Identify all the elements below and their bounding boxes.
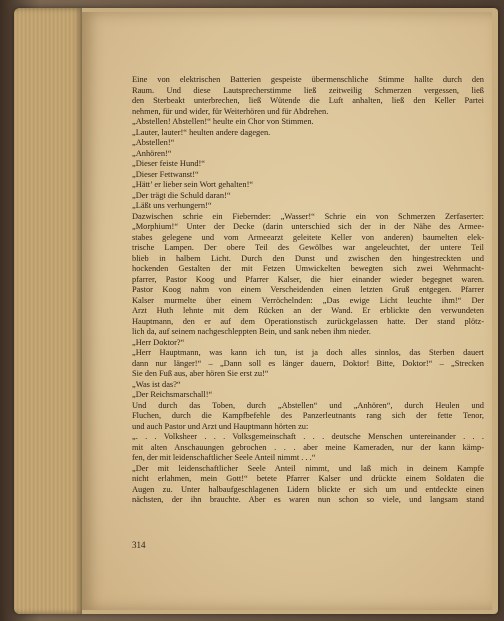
text-line: Raum. Und diese Lautsprecherstimme ließ zeitweilig Schmerzen vergessen, ließ (132, 85, 484, 95)
page-text (132, 75, 484, 506)
text-line: Arzt Huth lehnte mit dem Rücken an der Wand. Er erblickte den verwundeten (132, 306, 484, 315)
text-line: „Der mit leidenschaftlicher Seele Anteil nimmt, und laß mich in deinem Kampfe (132, 463, 484, 473)
text-line: „Anhören!“ (132, 148, 172, 158)
page-edges (14, 8, 82, 614)
text-line: blieb in halbem Licht. Durch den Dunst und zwischen den hingestreckten und (132, 253, 484, 263)
text-line: Eine von elektrischen Batterien gespeiste übermenschliche Stimme hallte durch den (132, 75, 484, 84)
text-line: trische Lampen. Der obere Teil des Gewölbes war angeleuchtet, der untere Teil (132, 243, 484, 252)
text-line: mit alten Anschauungen gebrochen . . . aber meine Kameraden, nur der kann kämp- (132, 442, 484, 452)
text-line: „. . . Volksheer . . . Volksgemeinschaft . . . deutsche Menschen untereinander . . . (132, 432, 484, 441)
text-line: nehmen, für und wider, für Weiterhören und für Abdrehen. (132, 106, 329, 116)
text-line: hockenden Gestalten der mit Fetzen Umwickelten bewegten sich zwei Wehrmacht- (132, 264, 484, 273)
text-line: nächsten, der ihn brauchte. Aber es waren nun schon so viele, und langsam stand (132, 495, 484, 504)
text-line: dann nur länger!“ – „Dann soll es länger dauern, Doktor! Bitte, Doktor!“ – „Strecken (132, 358, 484, 368)
text-line: fen, der mit leidenschaftlicher Seele Anteil nimmt . . .“ (132, 453, 316, 462)
open-book (14, 8, 498, 614)
text-line: „Hätt’ er lieber sein Wort gehalten!“ (132, 180, 254, 189)
text-line: „Herr Hauptmann, was kann ich tun, ist ja doch alles sinnlos, das Sterben dauert (132, 348, 484, 357)
text-line: „Was ist das?“ (132, 379, 181, 389)
text-line: lich da, auf seinem nachgeschleppten Bein, und sank neben ihm nieder. (132, 327, 371, 336)
text-line: pfarrer, Pastor Koog und Pfarrer Kalser, die hier einander wieder begegnet waren. (132, 274, 484, 284)
text-line: Und durch das Toben, durch „Abstellen“ und „Anhören“, durch Heulen und (132, 400, 484, 410)
text-line: und auch Pastor und Arzt und Hauptmann hörten zu: (132, 421, 309, 431)
text-line: „Abstellen!“ (132, 138, 175, 147)
text-line: Sie den Fuß aus, aber hören Sie erst zu!“ (132, 369, 269, 378)
text-line: Pastor Koog nahm von einem Verscheidenden einen letzten Gruß entgegen. Pfarrer (132, 285, 484, 294)
text-line: „Der Reichsmarschall!“ (132, 390, 213, 399)
book-page (82, 12, 492, 610)
text-line: „Abstellen! Abstellen!“ heulte ein Chor von Stimmen. (132, 117, 314, 126)
text-line: Augen zu. Unter halbaufgeschlagenen Lidern blickte er sich um und entdeckte einen (132, 484, 484, 494)
page-number: 314 (132, 540, 146, 550)
text-line: „Dieser feiste Hund!“ (132, 159, 206, 168)
text-line: Dazwischen schrie ein Fiebernder: „Wasser!“ Schrie ein von Schmerzen Zerfaserter: (132, 211, 484, 221)
text-line: „Der trägt die Schuld daran!“ (132, 190, 231, 200)
text-line: „Herr Doktor?“ (132, 337, 185, 347)
text-line: „Dieser Fettwanst!“ (132, 169, 199, 179)
text-line: nicht erlahmen, mein Gott!“ betete Pfarrer Kalser und drückte einem Soldaten die (132, 474, 484, 483)
text-line: Kalser murmelte über einem Verröchelnden: „Das ewige Licht leuchte ihm!“ Der (132, 295, 484, 305)
text-line: „Lauter, lauter!“ heulten andere dagegen. (132, 127, 271, 137)
text-line: Fluchen, durch die Kampfbefehle des Panzerleutnants rang sich der fette Tenor, (132, 411, 484, 420)
text-line: Hauptmann, den er auf dem Operationstisch zurückgelassen hatte. Der stand plötz- (132, 316, 484, 326)
text-line: stabes gelegene und vom Armeearzt geleitete Keller von anderen) baumelten elek- (132, 232, 484, 242)
text-line: „Morphium!“ Unter der Decke (darin unterschied sich der in der Nähe des Armee- (132, 222, 484, 231)
text-line: den Sterbeakt unterbrechen, ließ Wütende die Luft anhalten, ließ den Keller Partei (132, 96, 484, 105)
text-line: „Läßt uns verhungern!“ (132, 201, 212, 210)
